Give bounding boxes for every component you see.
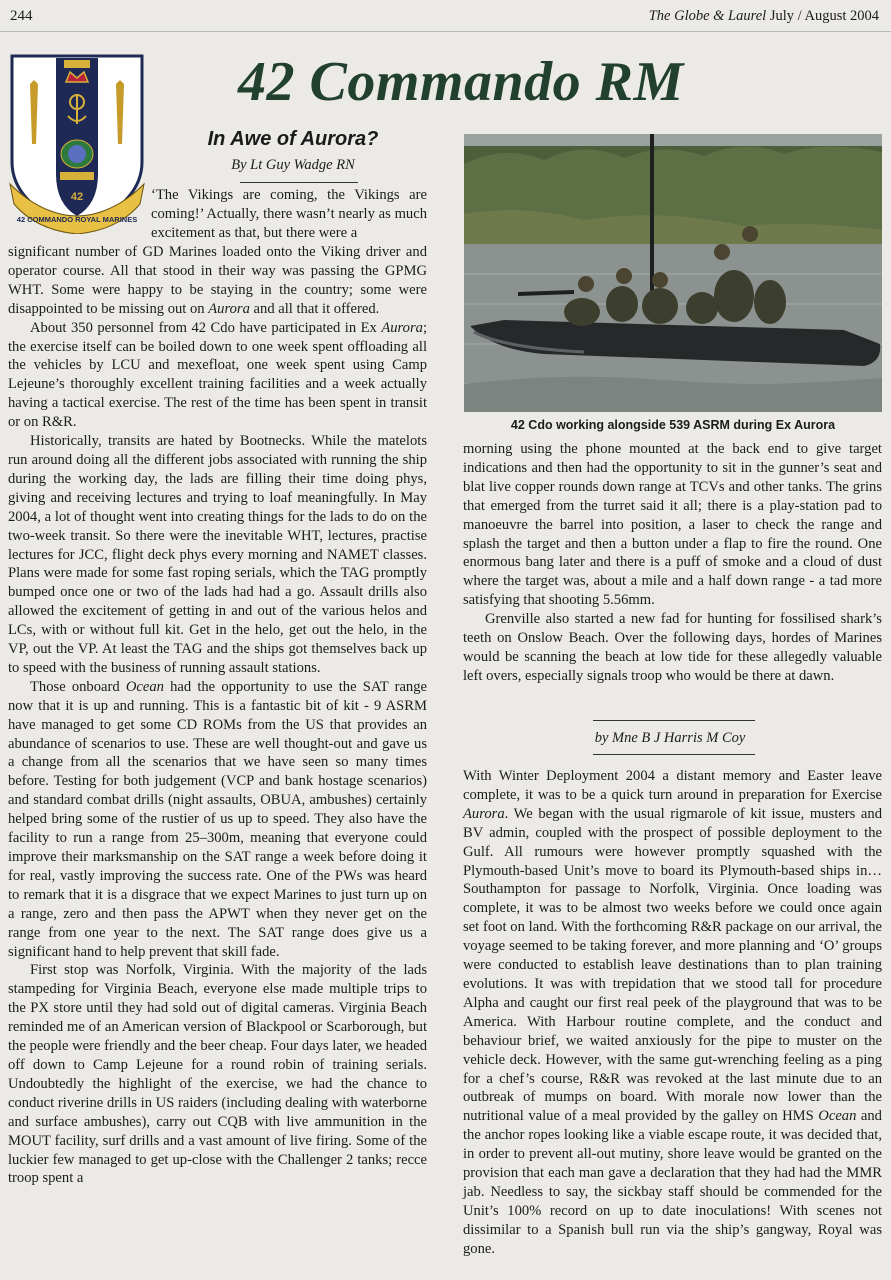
crest-number: 42 <box>70 191 84 203</box>
publication-info <box>649 8 879 25</box>
right-column-top <box>463 440 882 686</box>
second-byline: by Mne B J Harris M Coy <box>594 730 746 746</box>
page-header <box>10 6 879 28</box>
byline-rule-top <box>593 720 755 721</box>
issue-date: July / August 2004 <box>769 8 879 24</box>
paragraph-7: Grenville also started a new fad for hunting for fossilised shark’s teeth on Onslow Beach. Over the following days, hordes of Marines would be scanning the beach at low tide for these allegedly valuable left overs, especially signals troop who would be there at dawn. <box>463 611 882 684</box>
right-column-bottom <box>463 767 882 1259</box>
paragraph-3: Historically, transits are hated by Bootnecks. While the matelots run around doing all the different jobs associated with running the ship during the working day, the lads are filling their time doing phys, giving and receiving lectures and trying to loaf meaningfully. In May 2004, a lot of thought went into creating things for the lads to do on the two-week transit. So there were the inevitable WHT, lectures, practise lectures for JCC, flight deck phys every morning and NAMET classes. Plans were made for some fast roping serials, which the TAG promptly bumped once one or two of the lads had had a go. Assault drills also allowed the excitement of getting in and out of the various helos and LCs, with or without full kit. Get in the helo, get out the helo, in the VP, out the VP. At least the TAG and the ships got themselves back up to speed with the business of running assault stations. <box>8 433 427 676</box>
paragraph-5: First stop was Norfolk, Virginia. With the majority of the lads stampeding for Virginia Beach, everyone else made multiple trips to the PX store until they had sold out of digital cameras. Virginia Beach reminded me of an American version of Blackpool or Scarborough, but the people were friendly and the beer cheap. Four days later, we headed off down to Camp Lejeune for a round robin of training serials. Undoubtedly the highlight of the exercise, we had the chance to conduct riverine drills in US raiders (including dealing with waterborne and surface ambushes), carry out CQB with live ammunition in the MOUT facility, surf drills and a vast amount of live firing. Some of the luckier few managed to get up-close with the Challenger 2 tanks; recce troop spent a <box>8 962 427 1187</box>
header-rule <box>0 31 891 32</box>
page-number: 244 <box>10 8 33 24</box>
paragraph-6: morning using the phone mounted at the back end to give target indications and then had the opportunity to sit in the gunner’s seat and blat live copper rounds down range at TCVs and other tanks. The grins that emerged from the turret said it all; there is a play-station pad to manoeuvre the barrel into position, a laser to check the range and splash the target and then a button under a flap to fire the round. One enormous bang later and there is a puff of smoke and a cloud of dust where the target was, about a mile and a half down range - a tad more satisfying that shooting 5.56mm. <box>463 441 882 609</box>
boat-photo <box>464 134 882 412</box>
paragraph-1-lead: ‘The Vikings are coming, the Vikings are coming!’ Actually, there wasn’t nearly as much excitement as that, but there were a <box>151 187 427 241</box>
paragraph-2: About 350 personnel from 42 Cdo have participated in Ex Aurora; the exercise itself can be boiled down to one week spent offloading all the vehicles by LCU and mexefloat, one week spent using Camp Lejeune’s thoroughly excellent training facilities and a week actually having a tactical exercise. The rest of the time has been spent in transit or on R&R. <box>8 319 427 431</box>
byline-rule-bottom <box>593 754 755 755</box>
photo-caption: 42 Cdo working alongside 539 ASRM during Ex Aurora <box>510 418 836 432</box>
paragraph-1-cont: significant number of GD Marines loaded onto the Viking driver and operator course. All that stood in their way was passing the GPMG WHT. Some were happy to be staying in the country; some were disappointed to be missing out on Aurora and all that it offered. <box>8 244 427 317</box>
unit-crest-logo <box>8 54 146 234</box>
article-byline: By Lt Guy Wadge RN <box>231 157 355 173</box>
byline-rule <box>240 182 358 183</box>
paragraph-8: With Winter Deployment 2004 a distant memory and Easter leave complete, it was to be a quick turn around in preparation for Exercise Aurora. We began with the usual rigmarole of kit issue, musters and BV admin, coupled with the prospect of possible deployment to the Gulf. All rumours were however promptly squashed with the Plymouth-based Unit’s move to board its Plymouth-based ships in… Southampton for passage to Norfolk, Virginia. Once loading was complete, it was to be almost two weeks before we could once again set foot on land. With the forthcoming R&R package on our arrival, the voyage seemed to be taking forever, and more planning and ‘O’ groups were conducted to establish leave destinations than to plan training evolutions. It was with trepidation that we stood tall for procedure Alpha and caught our first real peek of the playground that was to be America. With Harbour routine complete, and the conduct and behaviour brief, we waited anxiously for the pipe to muster on the vehicle deck. However, with the same gut-wrenching feeling as a ping for a chef’s course, R&R was revoked at the last minute due to an outbreak of mumps on board. With morale now lower than the nutritional value of a meal provided by the galley on HMS Ocean and the anchor ropes looking like a viable escape route, it was decided that, in order to prevent all-out mutiny, shore leave would be granted on the provision that each man gave a declaration that they had had the MMR jab. Needless to say, the sickbay staff should be commended for the Unit’s 100% record on up to date inoculations! With scenes not dissimilar to a Spanish bull run via the ship’s gangway, Royal was gone. <box>463 768 882 1257</box>
intro-paragraph <box>151 186 427 243</box>
article-subtitle: In Awe of Aurora? <box>207 128 379 150</box>
crest-scroll-text: 42 COMMANDO ROYAL MARINES <box>16 215 138 224</box>
left-column <box>8 243 427 1188</box>
magazine-name: The Globe & Laurel <box>648 8 767 24</box>
paragraph-4: Those onboard Ocean had the opportunity to use the SAT range now that it is up and running. This is a fantastic bit of kit - 9 ASRM have managed to get some CD ROMs from the US that provides an abundance of scenarios to use. These are well thought-out and gave us a change from all the scenarios that we have seen so many times before. Testing for both judgement (VCP and bank hostage scenarios) and standard combat drills (night assaults, OBUA, ambushes) certainly helped bring some of the rustier of us up to speed. They also have the facility to run a range from 25–300m, meaning that everyone could improve their marksmanship on the SAT range a week before doing it for real, vastly improving the success rate. One of the PWs was heard to remark that it is a disgrace that we expect Marines to just turn up on a range, zero and then pass the APWT when they never get on the range from one year to the next. The SAT range does give us a significant hand to help prevent that skill fade. <box>8 678 427 960</box>
article-title: 42 Commando RM <box>238 51 684 113</box>
